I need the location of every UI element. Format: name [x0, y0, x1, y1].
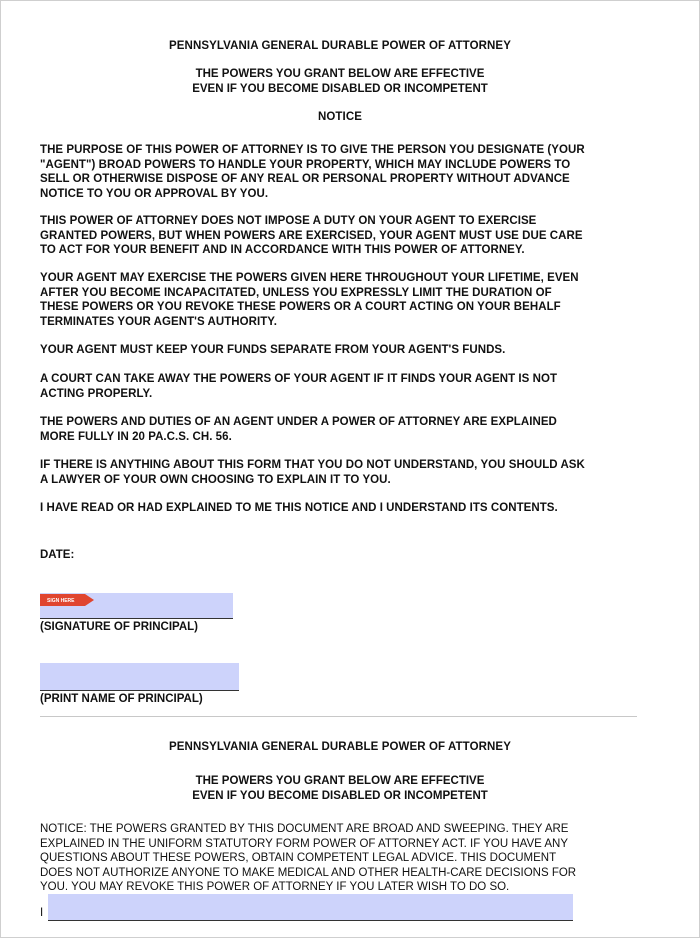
- paragraph-line: THE PURPOSE OF THIS POWER OF ATTORNEY IS TO GIVE THE PERSON YOU DESIGNATE (YOUR: [40, 144, 585, 156]
- paragraph-line: GRANTED POWERS, BUT WHEN POWERS ARE EXERCISED, YOUR AGENT MUST USE DUE CARE: [40, 229, 583, 242]
- effective-line-1: THE POWERS YOU GRANT BELOW ARE EFFECTIVE: [195, 775, 485, 787]
- effective-notice: [40, 67, 640, 97]
- notice-line: YOU. YOU MAY REVOKE THIS POWER OF ATTORNEY IF YOU LATER WISH TO DO SO.: [40, 881, 510, 894]
- principal-prefix: I: [40, 907, 44, 919]
- paragraph-line: THESE POWERS OR YOU REVOKE THESE POWERS OR A COURT ACTING ON YOUR BEHALF: [40, 301, 561, 313]
- paragraph-line: AFTER YOU BECOME INCAPACITATED, UNLESS YOU EXPRESSLY LIMIT THE DURATION OF: [40, 286, 552, 299]
- principal-name-field[interactable]: [48, 894, 573, 921]
- paragraph-line: I HAVE READ OR HAD EXPLAINED TO ME THIS NOTICE AND I UNDERSTAND ITS CONTENTS.: [40, 502, 558, 514]
- paragraph-acknowledgement: [40, 501, 640, 516]
- print-name-field[interactable]: [40, 663, 239, 691]
- effective-line-1: THE POWERS YOU GRANT BELOW ARE EFFECTIVE: [195, 68, 485, 80]
- page-divider: [40, 716, 637, 717]
- paragraph-line: TO ACT FOR YOUR BENEFIT AND IN ACCORDANCE WITH THIS POWER OF ATTORNEY.: [40, 244, 525, 256]
- paragraph-line: YOUR AGENT MUST KEEP YOUR FUNDS SEPARATE FROM YOUR AGENT'S FUNDS.: [40, 344, 506, 356]
- paragraph-funds: [40, 343, 640, 358]
- date-label: DATE:: [40, 549, 75, 561]
- paragraph-line: MORE FULLY IN 20 PA.C.S. CH. 56.: [40, 430, 232, 443]
- paragraph-line: TERMINATES YOUR AGENT'S AUTHORITY.: [40, 315, 278, 328]
- paragraph-line: A LAWYER OF YOUR OWN CHOOSING TO EXPLAIN IT TO YOU.: [40, 473, 391, 486]
- notice-heading: NOTICE: [317, 111, 363, 123]
- paragraph-line: IF THERE IS ANYTHING ABOUT THIS FORM THAT YOU DO NOT UNDERSTAND, YOU SHOULD ASK: [40, 459, 585, 471]
- notice-paragraph-2: [40, 822, 640, 895]
- document-title: PENNSYLVANIA GENERAL DURABLE POWER OF ATTORNEY: [169, 40, 511, 52]
- paragraph-lifetime: [40, 271, 640, 329]
- sign-here-tag-icon: [40, 594, 94, 606]
- notice-line: NOTICE: THE POWERS GRANTED BY THIS DOCUMENT ARE BROAD AND SWEEPING. THEY ARE: [40, 823, 569, 835]
- notice-line: EXPLAINED IN THE UNIFORM STATUTORY FORM POWER OF ATTORNEY ACT. IF YOU HAVE ANY: [40, 837, 569, 850]
- notice-line: QUESTIONS ABOUT THESE POWERS, OBTAIN COMPETENT LEGAL ADVICE. THIS DOCUMENT: [40, 852, 557, 865]
- paragraph-line: A COURT CAN TAKE AWAY THE POWERS OF YOUR AGENT IF IT FINDS YOUR AGENT IS NOT: [40, 373, 558, 385]
- effective-notice-2: [40, 774, 640, 804]
- paragraph-lawyer: [40, 458, 640, 487]
- print-name-caption: (PRINT NAME OF PRINCIPAL): [40, 693, 203, 705]
- paragraph-purpose: [40, 143, 640, 201]
- document-title-2: PENNSYLVANIA GENERAL DURABLE POWER OF ATTORNEY: [169, 741, 511, 753]
- paragraph-line: THE POWERS AND DUTIES OF AN AGENT UNDER A POWER OF ATTORNEY ARE EXPLAINED: [40, 416, 557, 428]
- paragraph-duty: [40, 214, 640, 258]
- paragraph-line: NOTICE TO YOU OR APPROVAL BY YOU.: [40, 187, 269, 200]
- paragraph-line: YOUR AGENT MAY EXERCISE THE POWERS GIVEN HERE THROUGHOUT YOUR LIFETIME, EVEN: [40, 272, 579, 284]
- paragraph-statute: [40, 415, 640, 444]
- paragraph-line: THIS POWER OF ATTORNEY DOES NOT IMPOSE A DUTY ON YOUR AGENT TO EXERCISE: [40, 215, 537, 227]
- paragraph-court: [40, 372, 640, 401]
- sign-here-label: SIGN HERE: [47, 598, 75, 605]
- notice-line: DOES NOT AUTHORIZE ANYONE TO MAKE MEDICAL AND OTHER HEALTH-CARE DECISIONS FOR: [40, 866, 577, 879]
- signature-caption: (SIGNATURE OF PRINCIPAL): [40, 621, 199, 633]
- paragraph-line: "AGENT") BROAD POWERS TO HANDLE YOUR PROPERTY, WHICH MAY INCLUDE POWERS TO: [40, 158, 571, 171]
- effective-line-2: EVEN IF YOU BECOME DISABLED OR INCOMPETENT: [192, 83, 488, 95]
- effective-line-2: EVEN IF YOU BECOME DISABLED OR INCOMPETENT: [192, 790, 488, 802]
- paragraph-line: SELL OR OTHERWISE DISPOSE OF ANY REAL OR PERSONAL PROPERTY WITHOUT ADVANCE: [40, 173, 570, 185]
- paragraph-line: ACTING PROPERLY.: [40, 387, 153, 400]
